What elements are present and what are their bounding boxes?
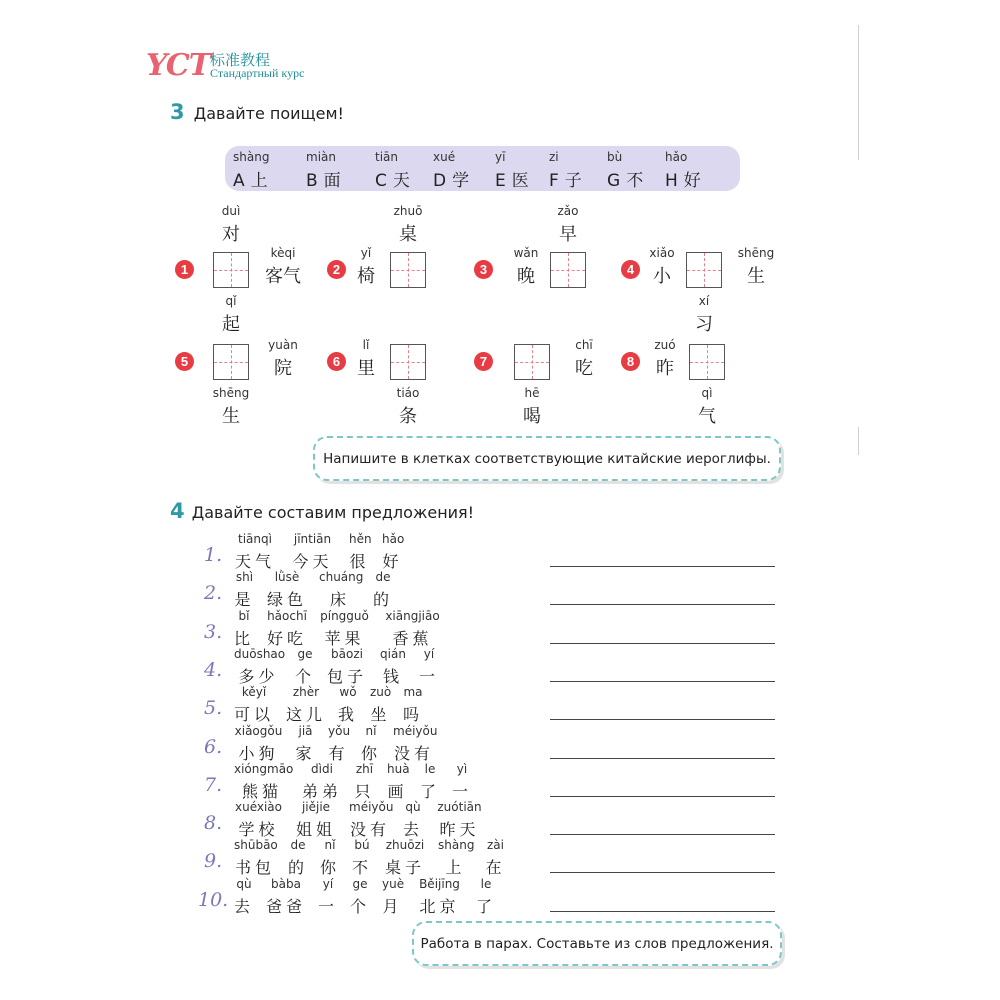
word-token[interactable] xyxy=(319,570,364,610)
token-hanzi: 你 xyxy=(361,744,382,763)
section4-number: 4 xyxy=(170,499,185,523)
option-char: 天 xyxy=(392,171,410,191)
token-pinyin: zuótiān xyxy=(437,800,482,814)
pinyin: zǎo xyxy=(557,204,579,218)
item-number-badge: 5 xyxy=(175,352,194,371)
word-token[interactable] xyxy=(349,800,394,840)
token-pinyin: méiyǒu xyxy=(349,800,394,814)
token-hanzi: 的 xyxy=(288,858,309,877)
word-token[interactable] xyxy=(267,570,307,610)
token-hanzi: 我 xyxy=(338,705,359,724)
token-hanzi: 有 xyxy=(328,744,349,763)
word-token[interactable] xyxy=(403,685,423,725)
hanzi: 晚 xyxy=(517,266,535,287)
token-pinyin: chuáng xyxy=(319,570,364,584)
token-pinyin: shūbāo xyxy=(234,838,278,852)
answer-line[interactable] xyxy=(550,758,775,759)
token-hanzi: 你 xyxy=(320,858,341,877)
header-title-cn: 标准教程 xyxy=(210,51,271,69)
word-bottom xyxy=(201,294,261,336)
hanzi: 桌 xyxy=(399,224,417,245)
hanzi: 早 xyxy=(559,224,577,245)
sentence-number: 4. xyxy=(204,659,223,681)
hanzi: 习 xyxy=(695,314,713,335)
word-token[interactable] xyxy=(384,838,426,878)
word-token[interactable] xyxy=(288,532,337,572)
word-token[interactable] xyxy=(286,685,326,725)
option-char: 医 xyxy=(511,171,529,191)
option-pinyin: miàn xyxy=(306,150,336,164)
option-letter: B xyxy=(306,171,318,191)
answer-line[interactable] xyxy=(550,834,775,835)
word-token[interactable] xyxy=(354,762,375,802)
token-pinyin: shàng xyxy=(438,838,475,852)
token-pinyin: yí xyxy=(322,877,334,891)
token-pinyin: ge xyxy=(297,647,313,661)
option-pinyin: zi xyxy=(549,150,559,164)
word-token[interactable] xyxy=(403,800,423,840)
token-hanzi: 书包 xyxy=(234,858,275,877)
word-token[interactable] xyxy=(419,647,439,687)
word-token[interactable] xyxy=(352,838,372,878)
token-pinyin: yuè xyxy=(382,877,405,891)
section3-title: Давайте поищем! xyxy=(193,104,344,123)
word-token[interactable] xyxy=(302,762,342,802)
token-pinyin: wǒ xyxy=(339,685,357,699)
sentence-number: 1. xyxy=(204,544,223,566)
item-number-badge: 6 xyxy=(327,352,346,371)
word-token[interactable] xyxy=(350,877,370,917)
option-letter: G xyxy=(607,171,621,191)
token-pinyin: le xyxy=(480,877,492,891)
token-hanzi: 没有 xyxy=(349,820,390,839)
word-token[interactable] xyxy=(420,762,440,802)
token-pinyin: yì xyxy=(456,762,468,776)
word-token[interactable] xyxy=(295,647,315,687)
pinyin: yuàn xyxy=(268,338,298,352)
item-number-badge: 7 xyxy=(474,352,493,371)
token-hanzi: 了 xyxy=(420,782,441,801)
word-token[interactable] xyxy=(288,838,308,878)
token-hanzi: 小狗 xyxy=(238,744,279,763)
token-hanzi: 北京 xyxy=(419,897,460,916)
word-token[interactable] xyxy=(476,877,496,917)
word-token[interactable] xyxy=(234,609,254,649)
hanzi: 条 xyxy=(399,406,417,427)
token-pinyin: le xyxy=(424,762,436,776)
word-bottom xyxy=(674,294,734,336)
word-token[interactable] xyxy=(452,762,472,802)
section4-heading xyxy=(170,499,474,523)
token-hanzi: 昨天 xyxy=(439,820,480,839)
answer-line[interactable] xyxy=(550,796,775,797)
word-token[interactable] xyxy=(328,724,349,764)
token-pinyin: hěn xyxy=(349,532,372,546)
option-a xyxy=(233,150,303,191)
token-hanzi: 了 xyxy=(476,897,497,916)
word-token[interactable] xyxy=(234,724,283,764)
answer-line[interactable] xyxy=(550,604,775,605)
token-pinyin: méiyǒu xyxy=(393,724,438,738)
token-pinyin: hǎochī xyxy=(267,609,307,623)
pinyin: zuó xyxy=(654,338,676,352)
pinyin: qǐ xyxy=(225,294,237,308)
pinyin: xí xyxy=(698,294,710,308)
token-hanzi: 一 xyxy=(419,667,440,686)
word-token[interactable] xyxy=(234,570,255,610)
sentence-number: 6. xyxy=(204,736,223,758)
answer-line[interactable] xyxy=(550,643,775,644)
item-number-badge: 3 xyxy=(474,260,493,279)
word-left xyxy=(632,246,692,288)
hanzi: 生 xyxy=(222,406,240,427)
pinyin: hē xyxy=(524,386,540,400)
token-hanzi: 吗 xyxy=(403,705,424,724)
token-pinyin: zài xyxy=(487,838,504,852)
word-token[interactable] xyxy=(234,762,294,802)
token-hanzi: 画 xyxy=(387,782,408,801)
token-hanzi: 姐姐 xyxy=(295,820,336,839)
word-token[interactable] xyxy=(387,762,408,802)
token-pinyin: xiǎogǒu xyxy=(234,724,283,738)
word-top xyxy=(201,204,261,246)
sentence-number: 7. xyxy=(204,774,223,796)
hanzi: 小 xyxy=(653,266,671,287)
token-pinyin: yǒu xyxy=(328,724,351,738)
instruction-text-section4: Работа в парах. Составьте из слов предложения. xyxy=(420,936,774,952)
word-token[interactable] xyxy=(318,877,338,917)
token-hanzi: 的 xyxy=(373,590,394,609)
yct-logo: YCT xyxy=(146,48,211,83)
word-token[interactable] xyxy=(382,532,403,572)
pinyin: shēng xyxy=(737,246,775,260)
word-top xyxy=(378,204,438,246)
token-hanzi: 在 xyxy=(485,858,506,877)
token-hanzi: 很 xyxy=(349,552,370,571)
token-pinyin: duōshao xyxy=(234,647,286,661)
word-token[interactable] xyxy=(338,685,358,725)
token-hanzi: 天气 xyxy=(234,552,275,571)
word-token[interactable] xyxy=(438,838,473,878)
token-hanzi: 只 xyxy=(354,782,375,801)
option-letter: A xyxy=(233,171,245,191)
token-hanzi: 熊猫 xyxy=(241,782,282,801)
word-token[interactable] xyxy=(370,685,391,725)
token-pinyin: bàba xyxy=(271,877,301,891)
word-bottom xyxy=(502,386,562,428)
section4-title: Давайте составим предложения! xyxy=(191,503,475,522)
pinyin: kèqi xyxy=(270,246,296,260)
word-token[interactable] xyxy=(320,838,340,878)
hanzi: 椅 xyxy=(357,266,375,287)
section3-number: 3 xyxy=(170,100,185,124)
writing-box-5[interactable] xyxy=(213,344,249,380)
item-number-badge: 2 xyxy=(327,260,346,279)
option-letter: F xyxy=(549,171,559,191)
token-pinyin: zhèr xyxy=(292,685,320,699)
word-right xyxy=(253,338,313,380)
token-pinyin: nǐ xyxy=(365,724,377,738)
sentence-number: 5. xyxy=(204,697,223,719)
option-pinyin: tiān xyxy=(375,150,398,164)
word-token[interactable] xyxy=(415,877,464,917)
option-pinyin: yī xyxy=(495,150,506,164)
token-pinyin: qián xyxy=(380,647,406,661)
word-token[interactable] xyxy=(485,838,506,878)
token-hanzi: 去 xyxy=(403,820,424,839)
word-token[interactable] xyxy=(393,724,438,764)
token-hanzi: 个 xyxy=(295,667,316,686)
token-pinyin: hǎo xyxy=(382,532,405,546)
option-char: 面 xyxy=(323,171,341,191)
token-pinyin: xuéxiào xyxy=(234,800,282,814)
option-d xyxy=(433,150,503,191)
hanzi: 气 xyxy=(698,406,716,427)
pinyin: shēng xyxy=(212,386,250,400)
token-hanzi: 弟弟 xyxy=(302,782,343,801)
token-pinyin: bú xyxy=(354,838,370,852)
token-hanzi: 这儿 xyxy=(286,705,327,724)
token-hanzi: 好吃 xyxy=(266,629,307,648)
pinyin: chī xyxy=(575,338,593,352)
word-token[interactable] xyxy=(234,647,286,687)
item-number-badge: 1 xyxy=(175,260,194,279)
sentence-number: 3. xyxy=(204,621,223,643)
token-hanzi: 个 xyxy=(350,897,371,916)
writing-box-7[interactable] xyxy=(514,344,550,380)
token-pinyin: de xyxy=(375,570,391,584)
word-token[interactable] xyxy=(234,800,283,840)
pinyin: duì xyxy=(221,204,241,218)
option-char: 上 xyxy=(250,171,268,191)
word-left xyxy=(336,338,396,380)
hanzi: 对 xyxy=(222,224,240,245)
token-pinyin: huà xyxy=(387,762,410,776)
word-token[interactable] xyxy=(320,609,369,649)
token-hanzi: 是 xyxy=(234,590,255,609)
option-h xyxy=(665,150,735,191)
word-right xyxy=(554,338,614,380)
option-letter: H xyxy=(665,171,678,191)
token-pinyin: píngguǒ xyxy=(320,609,369,623)
token-pinyin: ge xyxy=(352,877,368,891)
token-hanzi: 坐 xyxy=(370,705,391,724)
token-hanzi: 一 xyxy=(318,897,339,916)
word-token[interactable] xyxy=(327,647,367,687)
token-pinyin: bāozi xyxy=(331,647,363,661)
token-pinyin: lǜsè xyxy=(274,570,300,584)
token-pinyin: jīntiān xyxy=(293,532,332,546)
hanzi: 昨 xyxy=(656,358,674,379)
token-hanzi: 多少 xyxy=(238,667,279,686)
token-pinyin: shì xyxy=(235,570,254,584)
word-left xyxy=(635,338,695,380)
token-pinyin: zhī xyxy=(355,762,374,776)
token-hanzi: 比 xyxy=(234,629,255,648)
token-hanzi: 绿色 xyxy=(267,590,308,609)
item-number-badge: 4 xyxy=(621,260,640,279)
hanzi: 客气 xyxy=(265,266,301,287)
pinyin: qì xyxy=(701,386,713,400)
token-hanzi: 香蕉 xyxy=(392,629,433,648)
option-letter: C xyxy=(375,171,387,191)
token-pinyin: bǐ xyxy=(238,609,250,623)
token-pinyin: jiā xyxy=(298,724,313,738)
hanzi: 喝 xyxy=(523,406,541,427)
word-token[interactable] xyxy=(379,647,407,687)
token-pinyin: ma xyxy=(403,685,423,699)
option-char: 好 xyxy=(683,171,701,191)
page-edge-line-top xyxy=(858,25,859,160)
word-bottom xyxy=(378,386,438,428)
word-token[interactable] xyxy=(295,800,337,840)
instruction-box-section4 xyxy=(412,921,782,966)
section3-heading xyxy=(170,100,344,124)
word-token[interactable] xyxy=(373,570,393,610)
token-hanzi: 学校 xyxy=(238,820,279,839)
token-pinyin: yí xyxy=(423,647,435,661)
word-token[interactable] xyxy=(234,532,276,572)
item-number-badge: 8 xyxy=(621,352,640,371)
word-right xyxy=(726,246,786,288)
hanzi: 里 xyxy=(357,358,375,379)
token-pinyin: kěyǐ xyxy=(241,685,267,699)
header-title-ru: Стандартный курс xyxy=(210,66,305,80)
token-hanzi: 家 xyxy=(295,744,316,763)
sentence-number: 10. xyxy=(198,889,229,911)
token-pinyin: jiějie xyxy=(301,800,331,814)
word-token[interactable] xyxy=(349,532,370,572)
sentence-number: 9. xyxy=(204,850,223,872)
word-token[interactable] xyxy=(234,685,274,725)
pinyin: xiǎo xyxy=(649,246,675,260)
hanzi: 起 xyxy=(222,314,240,335)
token-pinyin: qù xyxy=(236,877,252,891)
writing-box-1[interactable] xyxy=(213,252,249,288)
word-left xyxy=(496,246,556,288)
option-char: 不 xyxy=(626,171,644,191)
token-hanzi: 床 xyxy=(329,590,350,609)
hanzi: 吃 xyxy=(575,358,593,379)
token-pinyin: tiānqì xyxy=(238,532,272,546)
token-hanzi: 包子 xyxy=(327,667,368,686)
word-left xyxy=(336,246,396,288)
token-pinyin: dìdi xyxy=(311,762,333,776)
token-hanzi: 一 xyxy=(452,782,473,801)
word-token[interactable] xyxy=(234,877,254,917)
option-char: 子 xyxy=(564,171,582,191)
word-top xyxy=(538,204,598,246)
word-bottom xyxy=(677,386,737,428)
word-token[interactable] xyxy=(266,609,308,649)
token-pinyin: zhuōzi xyxy=(385,838,425,852)
pinyin: lǐ xyxy=(362,338,370,352)
option-char: 学 xyxy=(452,171,470,191)
page-edge-line-mid xyxy=(858,427,859,455)
token-pinyin: zuò xyxy=(370,685,392,699)
instruction-box-section3 xyxy=(313,436,781,481)
token-pinyin: xióngmāo xyxy=(234,762,294,776)
pinyin: wǎn xyxy=(513,246,539,260)
token-hanzi: 苹果 xyxy=(324,629,365,648)
token-hanzi: 今天 xyxy=(292,552,333,571)
token-pinyin: Běijīng xyxy=(419,877,460,891)
sentence-number: 2. xyxy=(204,582,223,604)
pinyin: yǐ xyxy=(360,246,372,260)
answer-line[interactable] xyxy=(550,872,775,873)
instruction-text-section3: Напишите в клетках соответствующие китайские иероглифы. xyxy=(323,451,771,467)
answer-line[interactable] xyxy=(550,911,775,912)
token-hanzi: 没有 xyxy=(393,744,434,763)
token-hanzi: 不 xyxy=(352,858,373,877)
token-hanzi: 钱 xyxy=(382,667,403,686)
answer-line[interactable] xyxy=(550,719,775,720)
token-pinyin: xiāngjiāo xyxy=(385,609,440,623)
token-pinyin: qù xyxy=(405,800,421,814)
token-hanzi: 桌子 xyxy=(384,858,425,877)
option-pinyin: bù xyxy=(607,150,623,164)
hanzi: 生 xyxy=(747,266,765,287)
pinyin: zhuō xyxy=(393,204,423,218)
option-letter: D xyxy=(433,171,447,191)
word-token[interactable] xyxy=(234,838,276,878)
answer-line[interactable] xyxy=(550,681,775,682)
word-token[interactable] xyxy=(266,877,306,917)
sentence-number: 8. xyxy=(204,812,223,834)
option-letter: E xyxy=(495,171,506,191)
word-token[interactable] xyxy=(381,609,444,649)
word-token[interactable] xyxy=(295,724,316,764)
option-pinyin: xué xyxy=(433,150,456,164)
answer-line[interactable] xyxy=(550,566,775,567)
word-token[interactable] xyxy=(361,724,381,764)
token-hanzi: 可以 xyxy=(234,705,275,724)
token-hanzi: 好 xyxy=(382,552,403,571)
word-token[interactable] xyxy=(382,877,403,917)
token-hanzi: 爸爸 xyxy=(266,897,307,916)
token-hanzi: 月 xyxy=(382,897,403,916)
word-bottom xyxy=(201,386,261,428)
option-b xyxy=(306,150,376,191)
word-token[interactable] xyxy=(435,800,484,840)
token-pinyin: de xyxy=(290,838,306,852)
option-pinyin: hǎo xyxy=(665,150,688,164)
option-pinyin: shàng xyxy=(233,150,270,164)
word-right xyxy=(253,246,313,288)
pinyin: tiáo xyxy=(396,386,420,400)
token-hanzi: 去 xyxy=(234,897,255,916)
hanzi: 院 xyxy=(274,358,292,379)
token-pinyin: nǐ xyxy=(324,838,336,852)
token-hanzi: 上 xyxy=(445,858,466,877)
